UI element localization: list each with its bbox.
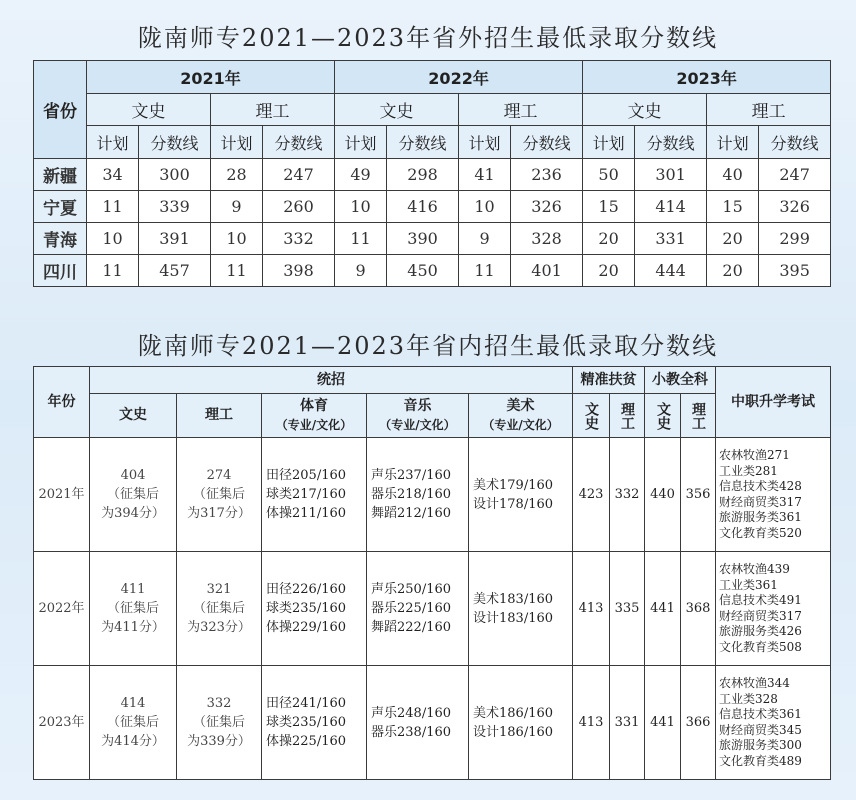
year-header: 2021年 (87, 61, 335, 94)
value-cell: 299 (759, 223, 831, 255)
tiyu-cell-line: 体操229/160 (266, 620, 347, 635)
wenshi-cell-line: 为411分） (101, 620, 165, 635)
wenshi-cell-line: 414 (120, 696, 146, 711)
year-cell: 2021年 (34, 438, 90, 552)
vocational-cell-line: 旅游服务类426 (719, 624, 802, 638)
value-cell: 9 (211, 191, 263, 223)
wenshi-cell-line: 411 (120, 582, 146, 597)
vocational-cell-line: 农林牧渔344 (719, 676, 790, 690)
tiyu-cell-line: 球类217/160 (266, 487, 347, 502)
yinyue-cell-line: 舞蹈212/160 (371, 506, 452, 521)
tiyu-subheader: （专业/文化） (275, 417, 353, 432)
xj-wen-cell: 441 (645, 552, 681, 666)
vocational-cell-line: 工业类328 (719, 691, 778, 706)
yinyue-cell (367, 666, 469, 780)
value-cell: 15 (707, 191, 759, 223)
track-header: 文史 (335, 94, 459, 126)
plan-header: 计划 (459, 126, 511, 159)
value-cell: 20 (707, 223, 759, 255)
tiyu-cell-line: 田径226/160 (266, 582, 347, 597)
in-province-title: 陇南师专2021—2023年省内招生最低录取分数线 (137, 332, 719, 360)
jz-wen-cell: 413 (573, 552, 610, 666)
value-cell: 41 (459, 159, 511, 191)
year-header: 2023年 (583, 61, 831, 94)
xj-wen-header: 文史 (645, 394, 681, 438)
value-cell: 20 (583, 223, 635, 255)
score-header: 分数线 (635, 126, 707, 159)
vocational-cell-line: 财经商贸类317 (719, 494, 802, 509)
ligong-cell-line: 332 (206, 696, 232, 711)
vocational-cell-line: 旅游服务类300 (719, 738, 802, 752)
value-cell: 457 (139, 255, 211, 287)
vocational-cell-line: 财经商贸类317 (719, 608, 802, 623)
xj-li-cell: 356 (681, 438, 716, 552)
vocational-cell-line: 旅游服务类361 (719, 510, 802, 524)
value-cell: 444 (635, 255, 707, 287)
vocational-cell-line: 农林牧渔439 (719, 562, 790, 576)
wenshi-cell-line: 为414分） (101, 734, 165, 749)
wenshi-cell (90, 666, 177, 780)
ligong-cell-line: （征集后 (192, 601, 245, 616)
tiyu-header: 体育 （专业/文化） (262, 394, 367, 438)
ligong-cell (177, 666, 262, 780)
vocational-cell-line: 信息技术类491 (719, 593, 802, 607)
score-header: 分数线 (139, 126, 211, 159)
track-header: 文史 (583, 94, 707, 126)
year-cell: 2023年 (34, 666, 90, 780)
table-row (34, 159, 831, 191)
jz-wen-cell: 413 (573, 666, 610, 780)
meishu-cell-line: 美术183/160 (473, 591, 554, 607)
value-cell: 20 (707, 255, 759, 287)
value-cell: 450 (387, 255, 459, 287)
wenshi-cell (90, 552, 177, 666)
vocational-cell (716, 666, 831, 780)
value-cell: 416 (387, 191, 459, 223)
meishu-cell (469, 438, 573, 552)
vocational-cell-line: 文化教育类489 (719, 753, 802, 768)
plan-header: 计划 (707, 126, 759, 159)
ligong-cell-line: 321 (206, 582, 232, 597)
jz-li-cell: 331 (610, 666, 645, 780)
value-cell: 328 (511, 223, 583, 255)
value-cell: 11 (211, 255, 263, 287)
xj-li-cell: 366 (681, 666, 716, 780)
value-cell: 40 (707, 159, 759, 191)
value-cell: 236 (511, 159, 583, 191)
wenshi-cell-line: （征集后 (106, 601, 159, 616)
jz-wen-cell: 423 (573, 438, 610, 552)
yinyue-cell (367, 552, 469, 666)
value-cell: 9 (335, 255, 387, 287)
province-cell: 四川 (34, 255, 87, 287)
yinyue-cell-line: 声乐250/160 (371, 582, 452, 597)
vocational-cell-line: 工业类361 (719, 577, 778, 592)
out-of-province-table (33, 60, 831, 287)
table-row (34, 255, 831, 287)
plan-header: 计划 (211, 126, 263, 159)
score-header: 分数线 (511, 126, 583, 159)
vocational-cell-line: 信息技术类361 (719, 707, 802, 721)
wenshi-header: 文史 (90, 394, 177, 438)
province-header: 省份 (34, 61, 87, 159)
value-cell: 247 (263, 159, 335, 191)
in-province-table (33, 366, 831, 780)
tiyu-cell-line: 田径205/160 (266, 468, 347, 483)
tiyu-cell (262, 666, 367, 780)
yinyue-cell-line: 器乐225/160 (371, 601, 452, 616)
value-cell: 34 (87, 159, 139, 191)
value-cell: 50 (583, 159, 635, 191)
meishu-cell-line: 美术186/160 (473, 705, 554, 721)
table-row (34, 223, 831, 255)
yinyue-cell-line: 舞蹈222/160 (371, 620, 452, 635)
value-cell: 10 (211, 223, 263, 255)
meishu-cell-line: 美术179/160 (473, 477, 554, 493)
table-row (34, 191, 831, 223)
ligong-cell-line: 为323分） (187, 620, 251, 635)
track-header: 理工 (707, 94, 831, 126)
table-row (34, 666, 831, 780)
score-header: 分数线 (759, 126, 831, 159)
track-header: 文史 (87, 94, 211, 126)
tiyu-cell-line: 田径241/160 (266, 696, 347, 711)
yinyue-cell (367, 438, 469, 552)
year-column-header: 年份 (34, 367, 90, 438)
value-cell: 247 (759, 159, 831, 191)
ligong-cell-line: 为339分） (187, 734, 251, 749)
jz-li-cell: 335 (610, 552, 645, 666)
value-cell: 9 (459, 223, 511, 255)
ligong-cell (177, 438, 262, 552)
vocational-cell-line: 文化教育类508 (719, 639, 802, 654)
vocational-header: 中职升学考试 (716, 367, 831, 438)
tiyu-cell-line: 球类235/160 (266, 715, 347, 730)
out-of-province-title: 陇南师专2021—2023年省外招生最低录取分数线 (137, 24, 719, 52)
meishu-cell (469, 552, 573, 666)
ligong-cell (177, 552, 262, 666)
xj-wen-cell: 441 (645, 666, 681, 780)
value-cell: 10 (459, 191, 511, 223)
value-cell: 28 (211, 159, 263, 191)
vocational-cell-line: 财经商贸类345 (719, 722, 802, 737)
tiyu-cell (262, 438, 367, 552)
yinyue-cell-line: 声乐248/160 (371, 705, 452, 721)
table-row (34, 438, 831, 552)
wenshi-cell-line: （征集后 (106, 487, 159, 502)
jingzhun-group-header: 精准扶贫 (573, 367, 645, 394)
yinyue-cell-line: 器乐238/160 (371, 724, 452, 740)
score-header: 分数线 (263, 126, 335, 159)
table-row (34, 552, 831, 666)
vocational-cell (716, 552, 831, 666)
ligong-cell-line: 为317分） (187, 506, 251, 521)
value-cell: 326 (759, 191, 831, 223)
plan-header: 计划 (583, 126, 635, 159)
vocational-cell-line: 工业类281 (719, 463, 778, 478)
xj-wen-cell: 440 (645, 438, 681, 552)
ligong-header: 理工 (177, 394, 262, 438)
plan-header: 计划 (335, 126, 387, 159)
value-cell: 260 (263, 191, 335, 223)
plan-header: 计划 (87, 126, 139, 159)
province-cell: 青海 (34, 223, 87, 255)
value-cell: 11 (459, 255, 511, 287)
jz-li-cell: 332 (610, 438, 645, 552)
track-header: 理工 (459, 94, 583, 126)
vocational-cell-line: 农林牧渔271 (719, 448, 790, 462)
value-cell: 401 (511, 255, 583, 287)
yinyue-subheader: （专业/文化） (379, 417, 456, 432)
value-cell: 11 (87, 191, 139, 223)
tongzhao-group-header: 统招 (90, 367, 573, 394)
value-cell: 326 (511, 191, 583, 223)
province-cell: 新疆 (34, 159, 87, 191)
meishu-cell-line: 设计186/160 (473, 724, 554, 740)
yinyue-cell-line: 声乐237/160 (371, 468, 452, 483)
ligong-cell-line: 274 (206, 468, 232, 483)
track-header: 理工 (211, 94, 335, 126)
wenshi-cell-line: 404 (120, 468, 146, 483)
value-cell: 300 (139, 159, 211, 191)
value-cell: 10 (335, 191, 387, 223)
value-cell: 390 (387, 223, 459, 255)
value-cell: 332 (263, 223, 335, 255)
year-cell: 2022年 (34, 552, 90, 666)
value-cell: 331 (635, 223, 707, 255)
tiyu-cell-line: 体操225/160 (266, 734, 347, 749)
value-cell: 11 (335, 223, 387, 255)
wenshi-cell-line: 为394分） (101, 506, 165, 521)
province-cell: 宁夏 (34, 191, 87, 223)
tiyu-cell-line: 球类235/160 (266, 601, 347, 616)
value-cell: 339 (139, 191, 211, 223)
wenshi-cell-line: （征集后 (106, 715, 159, 730)
value-cell: 391 (139, 223, 211, 255)
value-cell: 49 (335, 159, 387, 191)
value-cell: 414 (635, 191, 707, 223)
year-header: 2022年 (335, 61, 583, 94)
xj-li-header: 理工 (681, 394, 716, 438)
meishu-cell-line: 设计178/160 (473, 496, 554, 512)
ligong-cell-line: （征集后 (192, 715, 245, 730)
vocational-cell (716, 438, 831, 552)
yinyue-header: 音乐 （专业/文化） (367, 394, 469, 438)
value-cell: 15 (583, 191, 635, 223)
value-cell: 301 (635, 159, 707, 191)
score-header: 分数线 (387, 126, 459, 159)
xiaojiao-group-header: 小教全科 (645, 367, 716, 394)
meishu-header: 美术 （专业/文化） (469, 394, 573, 438)
jz-li-header: 理工 (610, 394, 645, 438)
vocational-cell-line: 信息技术类428 (719, 479, 802, 493)
value-cell: 298 (387, 159, 459, 191)
value-cell: 395 (759, 255, 831, 287)
value-cell: 10 (87, 223, 139, 255)
meishu-cell (469, 666, 573, 780)
value-cell: 398 (263, 255, 335, 287)
vocational-cell-line: 文化教育类520 (719, 525, 802, 540)
meishu-cell-line: 设计183/160 (473, 610, 554, 626)
jz-wen-header: 文史 (573, 394, 610, 438)
value-cell: 20 (583, 255, 635, 287)
xj-li-cell: 368 (681, 552, 716, 666)
yinyue-cell-line: 器乐218/160 (371, 487, 452, 502)
ligong-cell-line: （征集后 (192, 487, 245, 502)
tiyu-cell-line: 体操211/160 (266, 506, 347, 521)
wenshi-cell (90, 438, 177, 552)
meishu-subheader: （专业/文化） (482, 417, 559, 432)
value-cell: 11 (87, 255, 139, 287)
tiyu-cell (262, 552, 367, 666)
